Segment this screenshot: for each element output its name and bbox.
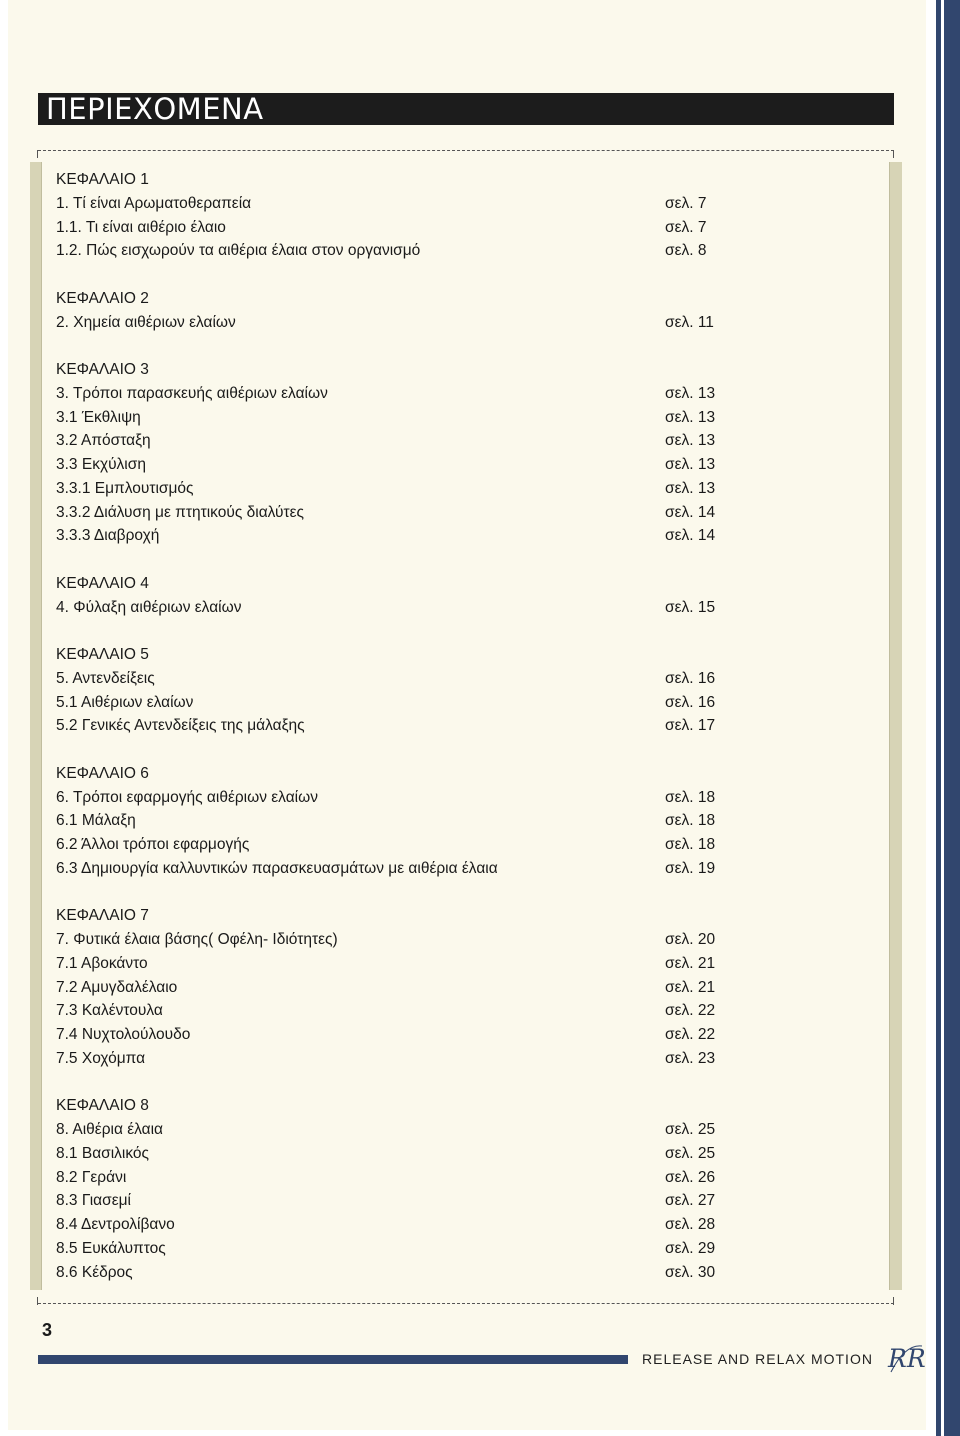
toc-entry-page: σελ. 29 <box>665 1239 716 1257</box>
toc-entry-page: σελ. 28 <box>665 1216 716 1233</box>
toc-chapter-heading <box>56 764 756 784</box>
toc-entry <box>56 669 756 689</box>
left-side-bar <box>30 162 42 1290</box>
toc-entry-label: ΚΕΦΑΛΑΙΟ 3 <box>56 361 149 378</box>
toc-entry-label: 6.1 Μάλαξη <box>56 812 136 830</box>
toc-entry-label: 3.2 Απόσταξη <box>56 432 151 450</box>
toc-entry-page: σελ. 18 <box>665 812 716 830</box>
toc-entry-page: σελ. 21 <box>665 978 716 996</box>
toc-entry-page: σελ. 27 <box>665 1192 716 1210</box>
toc-entry <box>56 1120 756 1140</box>
toc-entry <box>56 408 756 428</box>
border-corner <box>893 150 894 158</box>
top-dashed-border <box>38 150 894 151</box>
toc-entry <box>56 954 756 974</box>
toc-entry-label: 3.3.2 Διάλυση με πτητικούς διαλύτες <box>56 503 305 521</box>
border-corner <box>893 1297 894 1305</box>
bottom-dashed-border <box>38 1303 894 1304</box>
toc-entry <box>56 526 756 546</box>
toc-entry-label: 7.5 Χοχόμπα <box>56 1049 146 1067</box>
toc-entry-page: σελ. 7 <box>665 194 707 212</box>
toc-entry-page: σελ. 13 <box>665 384 716 402</box>
toc-entry <box>56 431 756 451</box>
toc-entry-label: 7.3 Καλέντουλα <box>56 1002 163 1020</box>
toc-entry-label: 3.3.1 Εμπλουτισμός <box>56 479 194 497</box>
toc-entry <box>56 716 756 736</box>
toc-entry-page: σελ. 20 <box>665 931 716 948</box>
toc-entry-label: 2. Χημεία αιθέριων ελαίων <box>56 313 236 331</box>
toc-entry <box>56 479 756 499</box>
toc-entry-page: σελ. 13 <box>665 408 716 426</box>
toc-entry <box>56 1168 756 1188</box>
toc-entry <box>56 194 756 214</box>
toc-entry <box>56 455 756 475</box>
toc-entry-label: ΚΕΦΑΛΑΙΟ 1 <box>56 171 149 188</box>
toc-entry-label: 3.3 Εκχύλιση <box>56 456 146 473</box>
toc-entry-page: σελ. 11 <box>665 313 714 331</box>
toc-entry-page: σελ. 26 <box>665 1168 716 1186</box>
svg-text:RR: RR <box>888 1344 925 1373</box>
toc-entry-page: σελ. 13 <box>665 479 716 497</box>
brand-name: RELEASE AND RELAX MOTION <box>642 1351 873 1367</box>
toc-chapter-heading <box>56 906 756 926</box>
brand-logo <box>887 1340 925 1381</box>
toc-chapter-heading <box>56 170 756 190</box>
toc-entry-label: 7.2 Αμυγδαλέλαιο <box>56 978 178 996</box>
toc-entry-label: 3.1 Έκθλιψη <box>56 408 141 426</box>
toc-entry-page: σελ. 14 <box>665 527 716 545</box>
toc-entry-label: 6. Τρόποι εφαρμογής αιθέριων ελαίων <box>56 788 318 806</box>
toc-entry <box>56 788 756 808</box>
toc-entry <box>56 1049 756 1069</box>
toc-entry <box>56 1239 756 1259</box>
toc-entry-label: 5.1 Αιθέριων ελαίων <box>56 693 194 711</box>
toc-chapter-heading <box>56 289 756 309</box>
toc-entry-label: 1.1. Τι είναι αιθέριο έλαιο <box>56 218 226 236</box>
toc-entry-label: 8.4 Δεντρολίβανο <box>56 1216 175 1233</box>
right-side-bar <box>889 162 902 1290</box>
toc-entry-page: σελ. 16 <box>665 669 716 687</box>
page-number: 3 <box>42 1320 53 1340</box>
toc-entry-label: 1. Τί είναι Αρωματοθεραπεία <box>56 194 252 212</box>
toc-entry <box>56 859 756 879</box>
toc-entry-page: σελ. 17 <box>665 717 716 735</box>
toc-entry <box>56 313 756 333</box>
toc-chapter-heading <box>56 574 756 594</box>
toc-entry-page: σελ. 7 <box>665 218 707 236</box>
toc-entry-label: 6.3 Δημιουργία καλλυντικών παρασκευασμάτων με αιθέρια έλαια <box>56 859 498 877</box>
toc-entry <box>56 1191 756 1211</box>
toc-entry-page: σελ. 18 <box>665 836 716 853</box>
toc-entry-label: 8.3 Γιασεμί <box>56 1192 131 1210</box>
toc-entry-page: σελ. 25 <box>665 1144 716 1162</box>
toc-entry <box>56 503 756 523</box>
toc-entry-page: σελ. 22 <box>665 1026 716 1043</box>
toc-chapter-heading <box>56 1096 756 1116</box>
border-corner <box>37 150 38 158</box>
toc-entry-label: ΚΕΦΑΛΑΙΟ 8 <box>56 1097 149 1115</box>
toc-entry-label: ΚΕΦΑΛΑΙΟ 6 <box>56 764 149 782</box>
toc-entry-label: ΚΕΦΑΛΑΙΟ 2 <box>56 289 149 307</box>
toc-entry <box>56 1001 756 1021</box>
toc-entry-page: σελ. 18 <box>665 788 716 806</box>
toc-entry-label: 5. Αντενδείξεις <box>56 669 155 687</box>
toc-entry-label: 8.2 Γεράνι <box>56 1168 127 1186</box>
toc-entry-label: 7.4 Νυχτολούλουδο <box>56 1026 191 1043</box>
toc-entry-page: σελ. 14 <box>665 503 716 521</box>
toc-chapter-heading <box>56 360 756 380</box>
toc-entry-label: 8.1 Βασιλικός <box>56 1144 150 1162</box>
toc-entry <box>56 218 756 238</box>
toc-entry <box>56 978 756 998</box>
toc-entry-label: 3.3.3 Διαβροχή <box>56 527 160 545</box>
toc-entry-label: 1.2. Πώς εισχωρούν τα αιθέρια έλαια στον οργανισμό <box>56 242 421 260</box>
toc-entry <box>56 241 756 261</box>
toc-entry <box>56 835 756 855</box>
toc-entry-page: σελ. 30 <box>665 1263 716 1281</box>
toc-entry <box>56 930 756 950</box>
toc-entry-page: σελ. 15 <box>665 598 716 616</box>
toc-entry <box>56 1144 756 1164</box>
title-bar <box>38 93 894 125</box>
toc-entry-page: σελ. 23 <box>665 1049 716 1067</box>
border-corner <box>37 1297 38 1305</box>
toc-entry <box>56 811 756 831</box>
toc-entry-page: σελ. 21 <box>665 954 716 972</box>
right-edge-stripe <box>936 0 941 1436</box>
toc-entry <box>56 1215 756 1235</box>
toc-entry-label: 7. Φυτικά έλαια βάσης( Οφέλη- Ιδιότητες) <box>56 931 338 948</box>
page-title: ΠΕΡΙΕΧΟΜΕΝΑ <box>46 92 264 126</box>
toc-entry-page: σελ. 13 <box>665 432 716 450</box>
toc-entry <box>56 693 756 713</box>
footer-bar <box>38 1355 628 1364</box>
toc-entry-page: σελ. 8 <box>665 242 707 260</box>
toc-entry <box>56 1025 756 1045</box>
toc-entry-page: σελ. 25 <box>665 1121 716 1138</box>
toc-entry-label: 5.2 Γενικές Αντενδείξεις της μάλαξης <box>56 717 305 735</box>
toc-entry-page: σελ. 13 <box>665 456 716 473</box>
toc-entry-label: 6.2 Άλλοι τρόποι εφαρμογής <box>56 836 250 853</box>
toc-entry-label: ΚΕΦΑΛΑΙΟ 4 <box>56 574 149 592</box>
toc-entry <box>56 598 756 618</box>
toc-chapter-heading <box>56 645 756 665</box>
toc-entry-label: ΚΕΦΑΛΑΙΟ 7 <box>56 907 149 925</box>
right-edge-stripe <box>944 0 960 1436</box>
toc-entry-page: σελ. 19 <box>665 859 716 877</box>
toc-entry <box>56 384 756 404</box>
toc-entry-label: 3. Τρόποι παρασκευής αιθέριων ελαίων <box>56 384 328 402</box>
toc-entry-label: 8. Αιθέρια έλαια <box>56 1121 164 1138</box>
toc-entry-label: ΚΕΦΑΛΑΙΟ 5 <box>56 646 149 663</box>
toc-entry-page: σελ. 22 <box>665 1002 716 1020</box>
toc-entry-label: 4. Φύλαξη αιθέριων ελαίων <box>56 598 242 616</box>
toc-entry-page: σελ. 16 <box>665 693 716 711</box>
toc-entry-label: 8.5 Ευκάλυπτος <box>56 1239 166 1257</box>
toc-entry <box>56 1263 756 1283</box>
toc-entry-label: 7.1 Αβοκάντο <box>56 954 148 972</box>
toc-entry-label: 8.6 Κέδρος <box>56 1263 133 1281</box>
